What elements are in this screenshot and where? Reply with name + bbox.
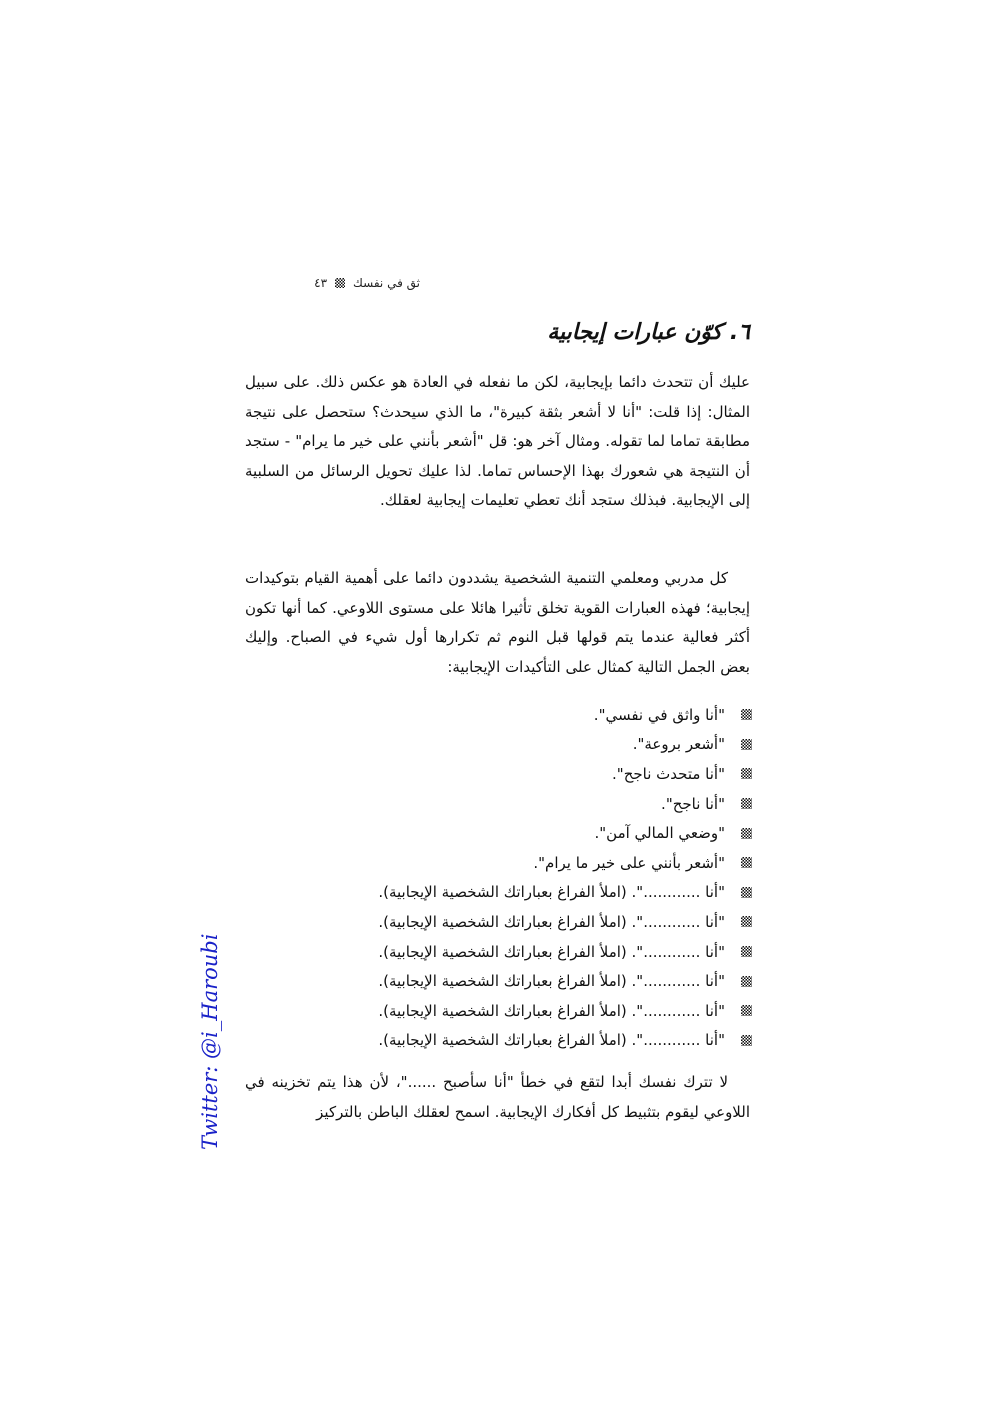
- checkered-square-icon: [741, 976, 752, 987]
- affirmation-text: "أنا ناجح".: [661, 794, 725, 813]
- affirmation-text: "أنا ............". (املأ الفراغ بعباراتك الشخصية الإيجابية).: [378, 972, 725, 991]
- checkered-square-icon: [741, 798, 752, 809]
- list-item: [242, 700, 752, 730]
- checkered-square-icon: [741, 887, 752, 898]
- affirmation-text: "أنا ............". (املأ الفراغ بعباراتك الشخصية الإيجابية).: [378, 1031, 725, 1050]
- list-item: [242, 996, 752, 1026]
- list-item: [242, 966, 752, 996]
- checkered-square-icon: [741, 946, 752, 957]
- running-header: [240, 276, 420, 290]
- list-item: [242, 818, 752, 848]
- affirmation-text: "أنا ............". (املأ الفراغ بعباراتك الشخصية الإيجابية).: [378, 1001, 725, 1020]
- affirmation-text: "أشعر بأنني على خير ما يرام".: [533, 853, 725, 872]
- affirmation-text: "أنا ............". (املأ الفراغ بعباراتك الشخصية الإيجابية).: [378, 942, 725, 961]
- checkered-square-icon: [741, 709, 752, 720]
- list-item: [242, 1026, 752, 1056]
- affirmation-text: "أشعر بروعة".: [632, 735, 725, 754]
- list-item: [242, 937, 752, 967]
- watermark-twitter-handle: Twitter: @i_Haroubi: [198, 933, 222, 1150]
- list-item: [242, 907, 752, 937]
- list-item: [242, 878, 752, 908]
- checkered-square-icon: [741, 916, 752, 927]
- checkered-square-icon: [741, 1035, 752, 1046]
- page-number: ٤٣: [314, 276, 328, 290]
- list-item: [242, 759, 752, 789]
- section-title: كوّن عبارات إيجابية: [547, 320, 723, 345]
- list-item: [242, 730, 752, 760]
- affirmation-text: "أنا ............". (املأ الفراغ بعباراتك الشخصية الإيجابية).: [378, 883, 725, 902]
- checkered-square-icon: [741, 768, 752, 779]
- affirmation-text: "وضعي المالي آمن".: [594, 824, 725, 843]
- affirmation-text: "أنا ............". (املأ الفراغ بعباراتك الشخصية الإيجابية).: [378, 912, 725, 931]
- paragraph-warning: لا تترك نفسك أبدا لتقع في خطأ "أنا سأصبح ......"، لأن هذا يتم تخزينه في اللاوعي ليقوم بتثبيط كل أفكارك الإيجابية. اسمح لعقلك الباطن بالتركيز: [245, 1073, 750, 1121]
- affirmation-text: "أنا واثق في نفسي".: [593, 705, 725, 724]
- section-number: ٦.: [729, 320, 750, 345]
- section-heading: [547, 320, 750, 345]
- affirmation-text: "أنا متحدث ناجح".: [612, 764, 725, 783]
- checkered-square-icon: [741, 739, 752, 750]
- list-item: [242, 789, 752, 819]
- checkered-square-icon: [741, 828, 752, 839]
- book-title: ثق في نفسك: [353, 276, 420, 290]
- affirmations-list: [242, 700, 752, 1055]
- paragraph-intro: عليك أن تتحدث دائما بإيجابية، لكن ما نفعله في العادة هو عكس ذلك. على سبيل المثال: إذا قلت: "أنا لا أشعر بثقة كبيرة"، ما الذي سيحدث؟ ستحصل على نتيجة مطابقة تماما لما تقوله. ومثال آخر هو: قل "أشعر بأنني على خير ما يرام" - ستجد أن النتيجة هي شعورك بهذا الإحساس تماما. لذا عليك تحويل الرسائل من السلبية إلى الإيجابية. فبذلك ستجد أنك تعطي تعليمات إيجابية لعقلك.: [245, 373, 750, 509]
- ornament-icon: [335, 278, 345, 288]
- paragraph-coaches: كل مدربي ومعلمي التنمية الشخصية يشددون دائما على أهمية القيام بتوكيدات إيجابية؛ فهذه العبارات القوية تخلق تأثيرا هائلا على مستوى اللاوعي. كما أنها تكون أكثر فعالية عندما يتم قولها قبل النوم ثم تكرارها أول شيء في الصباح. وإليك بعض الجمل التالية كمثال على التأكيدات الإيجابية:: [245, 569, 750, 676]
- list-item: [242, 848, 752, 878]
- checkered-square-icon: [741, 857, 752, 868]
- checkered-square-icon: [741, 1005, 752, 1016]
